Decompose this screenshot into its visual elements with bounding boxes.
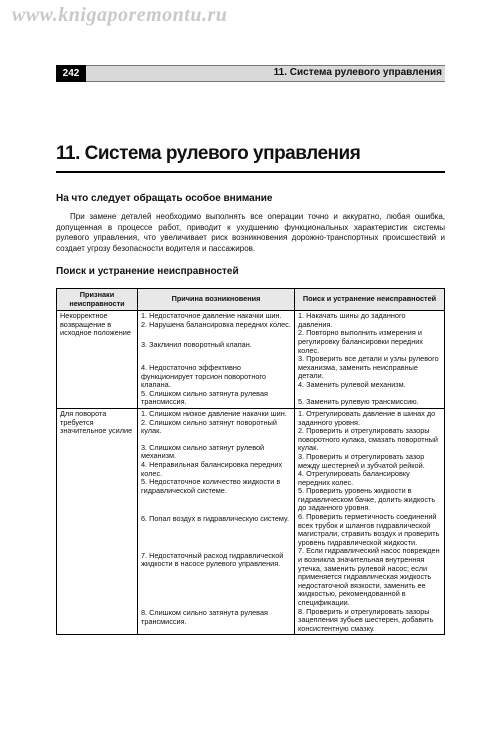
cause-item: 7. Недостаточный расход гидравлической жидкости в насосе рулевого управления. [141, 550, 284, 569]
remedy-item: 2. Проверить и отрегулировать зазоры поворотного кулака, смазать поворотный кулак. [298, 426, 438, 453]
table-header-row [57, 289, 445, 311]
symptom-cell: Некорректное возвращение в исходное положение [57, 311, 138, 409]
page-number: 242 [56, 65, 86, 82]
table-row [57, 311, 445, 409]
cause-cell [138, 408, 295, 634]
remedy-item: 7. Если гидравлический насос поврежден и возникла значительная внутренняя утечка, заменить рулевой насос; если применяется гидравлическая жидкость недостаточной вязкости, заменить ее жидкостью, рекомендованной в спецификации. [298, 546, 440, 607]
remedy-item: 3. Проверить все детали и узлы рулевого механизма, заменить неисправные детали. [298, 354, 439, 381]
remedy-item: 5. Заменить рулевую трансмиссию. [298, 396, 419, 406]
cause-item: 4. Неправильная балансировка передних колес. [141, 459, 283, 478]
cause-item: 6. Попал воздух в гидравлическую систему. [141, 514, 289, 524]
remedy-item: 1. Накачать шины до заданного давления. [298, 311, 406, 329]
symptom-cell: Для поворота требуется значительное усилие [57, 408, 138, 634]
table-row [57, 408, 445, 634]
remedy-item: 8. Проверить и отрегулировать зазоры зацепления зубьев шестерен, добавить консистентную смазку. [298, 606, 434, 633]
remedy-item: 3. Проверить и отрегулировать зазор между шестерней и зубчатой рейкой. [298, 451, 425, 470]
cause-item: 3. Заклинил поворотный клапан. [141, 340, 252, 350]
remedy-item: 1. Отрегулировать давление в шинах до заданного уровня. [298, 408, 436, 427]
troubleshooting-table [56, 288, 445, 635]
cause-cell [138, 311, 295, 409]
cause-item: 1. Слишком низкое давление накачки шин. [141, 408, 287, 418]
chapter-rule [56, 171, 445, 173]
remedy-item: 2. Повторно выполнить измерения и регулировку балансировки передних колес. [298, 328, 423, 355]
header-remedy: Поиск и устранение неисправностей [295, 289, 445, 311]
cause-item: 1. Недостаточное давление накачки шин. [141, 311, 282, 321]
cause-item: 3. Слишком сильно затянут рулевой механизм. [141, 442, 265, 461]
remedy-item: 4. Заменить рулевой механизм. [298, 379, 406, 389]
intro-paragraph: При замене деталей необходимо выполнять все операции точно и аккуратно, любая ошибка, допущенная в процессе работ, приводит к ухудшению функциональных характеристик системы рулевого управления, что увеличивает риск возникновения дорожно-транспортных происшествий и создает угрозу безопасности водителя и пассажиров. [56, 212, 445, 253]
running-title: 11. Система рулевого управления [273, 67, 442, 78]
remedy-item: 4. Отрегулировать балансировку передних колес. [298, 469, 410, 487]
remedy-cell [295, 408, 445, 634]
watermark: www.knigaporemontu.ru [12, 4, 228, 26]
remedy-item: 5. Проверить уровень жидкости в гидравлическом бачке, долить жидкость до заданного уровня. [298, 486, 436, 513]
section-title-troubleshooting: Поиск и устранение неисправностей [56, 266, 239, 277]
header-symptom: Признаки неисправности [57, 289, 138, 311]
cause-item: 2. Слишком сильно затянут поворотный кулак. [141, 417, 277, 436]
chapter-title: 11. Система рулевого управления [56, 143, 361, 164]
remedy-cell [295, 311, 445, 409]
cause-item: 5. Недостаточное количество жидкости в гидравлической системе. [141, 477, 281, 495]
remedy-item: 6. Проверить герметичность соединений всех трубок и шлангов гидравлической магистрали, стравить воздух и проверить уровень гидравлической жидкости. [298, 512, 440, 547]
cause-item: 4. Недостаточно эффективно функционирует торсион поворотного клапана. [141, 362, 266, 390]
section-title-attention: На что следует обращать особое внимание [56, 193, 273, 204]
header-cause: Причина возникновения [138, 289, 295, 311]
cause-item: 5. Слишком сильно затянута рулевая трансмиссия. [141, 388, 268, 407]
cause-item: 2. Нарушена балансировка передних колес. [141, 319, 291, 329]
cause-item: 8. Слишком сильно затянута рулевая трансмиссия. [141, 608, 268, 626]
